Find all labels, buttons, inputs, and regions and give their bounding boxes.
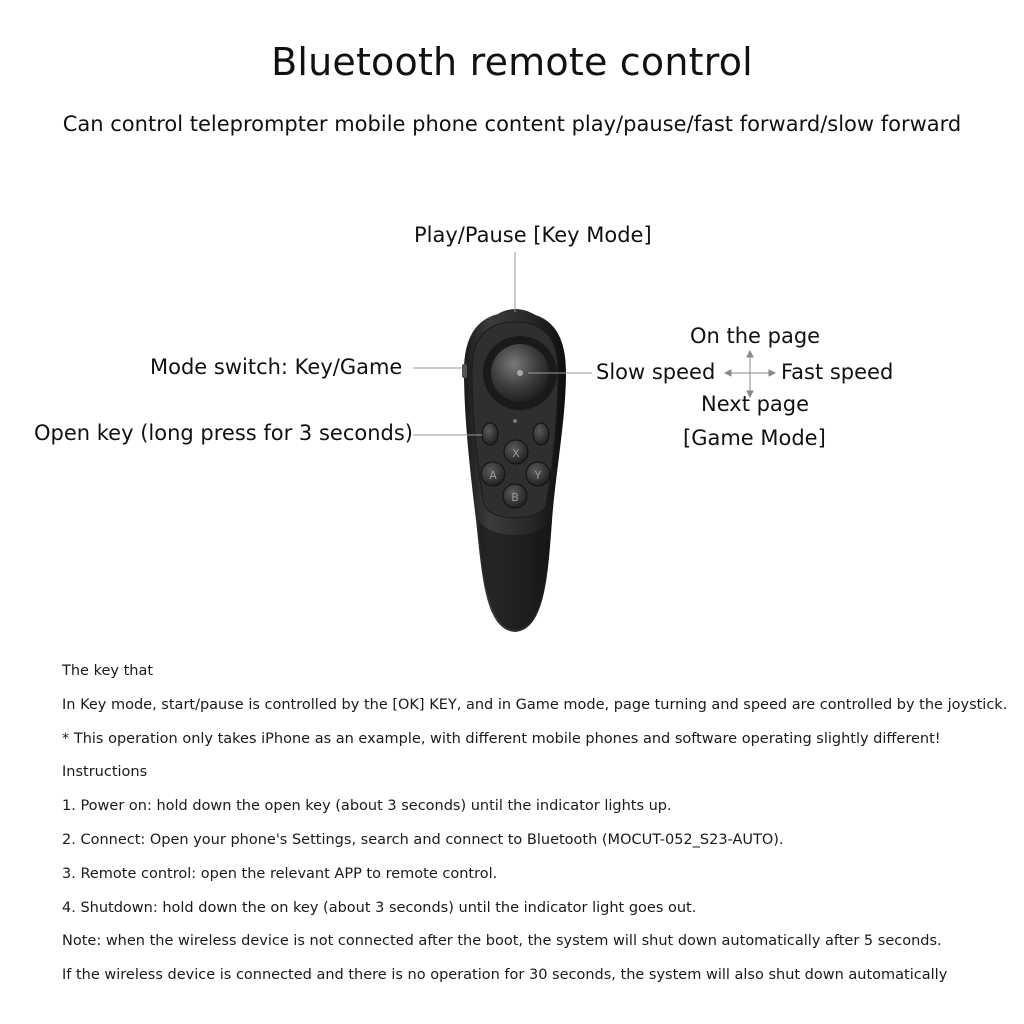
instruction-line: If the wireless device is connected and there is no operation for 30 seconds, the system will also shut down automatically bbox=[62, 967, 948, 984]
button-y bbox=[526, 462, 550, 486]
instruction-line: * This operation only takes iPhone as an example, with different mobile phones and software operating slightly different! bbox=[62, 730, 941, 747]
right-small-key bbox=[533, 423, 549, 445]
instruction-line: In Key mode, start/pause is controlled by the [OK] KEY, and in Game mode, page turning and speed are controlled by the joystick. bbox=[62, 696, 1008, 713]
instruction-line: Note: when the wireless device is not connected after the boot, the system will shut down automatically after 5 seconds. bbox=[62, 933, 942, 950]
button-x bbox=[504, 440, 528, 464]
label-game-mode: [Game Mode] bbox=[683, 426, 826, 450]
svg-text:X: X bbox=[512, 447, 520, 460]
label-play-pause: Play/Pause [Key Mode] bbox=[414, 223, 652, 247]
label-open-key: Open key (long press for 3 seconds) bbox=[34, 421, 413, 445]
instruction-line: 1. Power on: hold down the open key (about 3 seconds) until the indicator lights up. bbox=[62, 798, 672, 815]
instruction-line: 4. Shutdown: hold down the on key (about 3 seconds) until the indicator light goes out. bbox=[62, 899, 697, 916]
label-fast-speed: Fast speed bbox=[781, 360, 894, 384]
label-mode-switch: Mode switch: Key/Game bbox=[150, 355, 403, 379]
svg-text:Y: Y bbox=[534, 469, 542, 482]
instruction-line: 2. Connect: Open your phone's Settings, search and connect to Bluetooth (MOCUT-052_S23-AUTO). bbox=[62, 831, 784, 848]
label-next-page: Next page bbox=[701, 392, 810, 416]
button-a bbox=[481, 462, 505, 486]
instructions-text bbox=[62, 660, 1008, 998]
indicator-light bbox=[513, 419, 517, 423]
page-title: Bluetooth remote control bbox=[271, 40, 753, 84]
button-b bbox=[503, 484, 527, 508]
instruction-line: Instructions bbox=[62, 764, 148, 781]
open-key bbox=[482, 423, 498, 445]
mode-switch bbox=[462, 364, 467, 378]
instruction-line: 3. Remote control: open the relevant APP to remote control. bbox=[62, 865, 498, 882]
instruction-line: The key that bbox=[62, 663, 154, 679]
label-slow-speed: Slow speed bbox=[596, 360, 716, 384]
svg-text:B: B bbox=[511, 491, 519, 504]
page-subtitle: Can control teleprompter mobile phone content play/pause/fast forward/slow forward bbox=[62, 112, 962, 136]
label-on-the-page: On the page bbox=[690, 324, 821, 348]
svg-text:A: A bbox=[489, 469, 497, 482]
